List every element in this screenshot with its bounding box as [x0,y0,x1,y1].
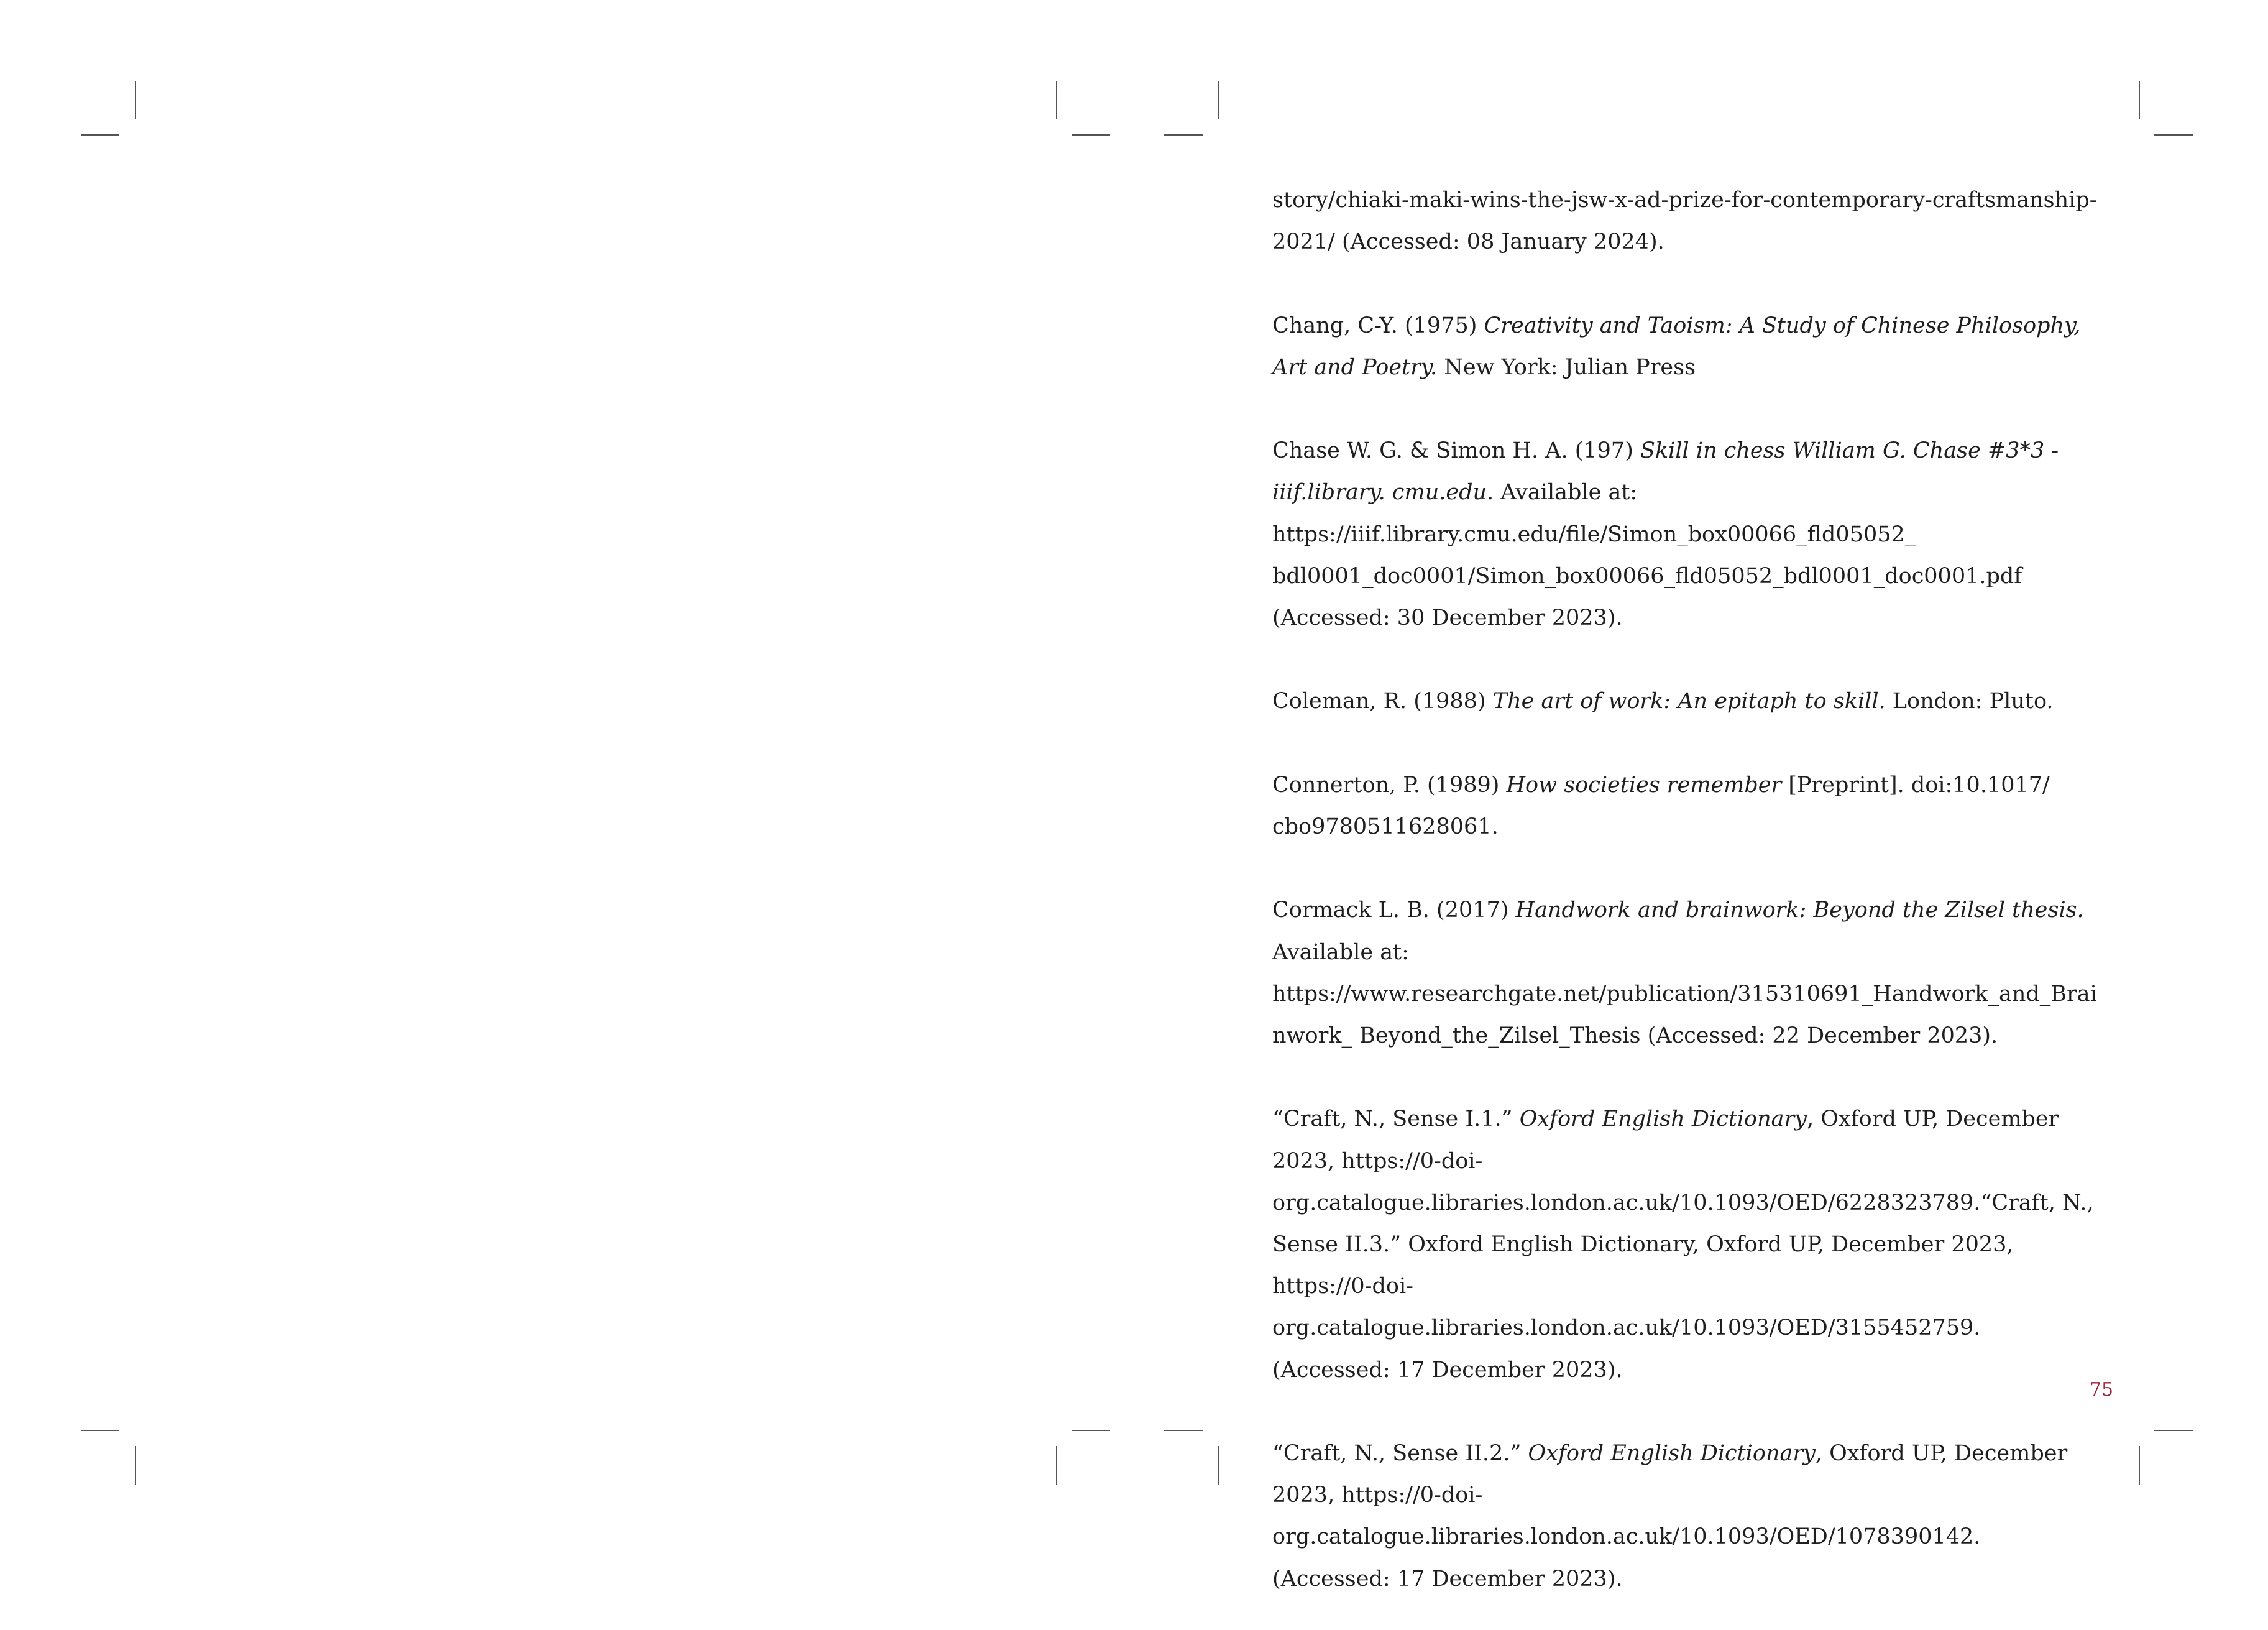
reference-text: Chang, C-Y. (1975) [1272,313,1484,338]
crop-mark [81,134,119,136]
page-number: 75 [2089,1379,2113,1401]
reference-text: Connerton, P. (1989) [1272,772,1507,798]
reference-title: Creativity and Taoism: A Study of Chinese Philosophy, Art and Poetry. [1272,313,2081,380]
reference-text: London: Pluto. [1885,689,2054,714]
reference-text: [Preprint]. doi:10.1017/ cbo9780511628061. [1272,772,2050,839]
reference-text: , Oxford UP, December 2023, https://0-doi-org.catalogue.libraries.london.ac.uk/10.1093/OED/1078390142. (Accessed: 17 December 2023). [1272,1440,2068,1591]
crop-mark [135,81,136,119]
reference-text: Cormack L. B. (2017) [1272,898,1516,923]
crop-mark [1164,134,1203,136]
reference-text: Available at: https://www.researchgate.net/publication/315310691_Handwork_and_Brainwork_ Beyond_the_Zilsel_Thesis (Accessed: 22 December 2023). [1272,939,2097,1048]
reference-text: “Craft, N., Sense I.1.” [1272,1107,1520,1132]
reference-entry [1272,765,2099,848]
reference-title: Oxford English Dictionary [1528,1440,1816,1466]
reference-entry [1272,430,2099,639]
left-page-blank [0,0,1119,1630]
reference-entry [1272,1098,2099,1391]
reference-title: The art of work: An epitaph to skill. [1492,689,1886,714]
reference-title: Oxford English Dictionary [1519,1107,1807,1132]
reference-text: , Oxford UP, December 2023, https://0-doi-org.catalogue.libraries.london.ac.uk/10.1093/OED/6228323789.“Craft, N., Sense II.3.” Oxford English Dictionary, Oxford UP, December 2023, https://0-doi-org.catalogue.libraries.london.ac.uk/10.1093/OED/3155452759. (Accessed: 17 December 2023). [1272,1107,2094,1383]
reference-text: “Craft, N., Sense II.2.” [1272,1440,1528,1466]
reference-text: Chase W. G. & Simon H. A. (197) [1272,438,1640,464]
bibliography-list [1272,180,2099,1600]
reference-text: story/chiaki-maki-wins-the-jsw-x-ad-prize-for-contemporary-craftsmanship-2021/ (Accessed: 08 January 2024). [1272,188,2097,255]
reference-title: How societies remember [1506,772,1782,798]
crop-mark [1056,81,1057,119]
reference-entry [1272,1433,2099,1600]
crop-mark [1072,134,1110,136]
crop-mark [2154,1430,2193,1431]
crop-mark [1218,81,1219,119]
crop-mark [1072,1430,1110,1431]
reference-text: . Available at: https://iiif.library.cmu.edu/file/Simon_box00066_fld05052_ bdl0001_doc0001/Simon_box00066_fld05052_bdl0001_doc0001.pdf (Accessed: 30 December 2023). [1272,480,2022,630]
crop-mark [1218,1446,1219,1485]
crop-mark [1056,1446,1057,1485]
crop-mark [81,1430,119,1431]
crop-mark [135,1446,136,1485]
reference-entry [1272,305,2099,389]
reference-entry [1272,890,2099,1057]
reference-entry [1272,180,2099,263]
crop-mark [2139,81,2140,119]
crop-mark [2139,1446,2140,1485]
reference-text: New York: Julian Press [1437,354,1696,380]
reference-title: Skill in chess William G. Chase #3*3 - iiif.library. cmu.edu [1272,438,2059,505]
crop-mark [1164,1430,1203,1431]
reference-text: Coleman, R. (1988) [1272,689,1493,714]
reference-title: Handwork and brainwork: Beyond the Zilsel thesis. [1515,898,2084,923]
crop-mark [2154,134,2193,136]
reference-entry [1272,681,2099,722]
